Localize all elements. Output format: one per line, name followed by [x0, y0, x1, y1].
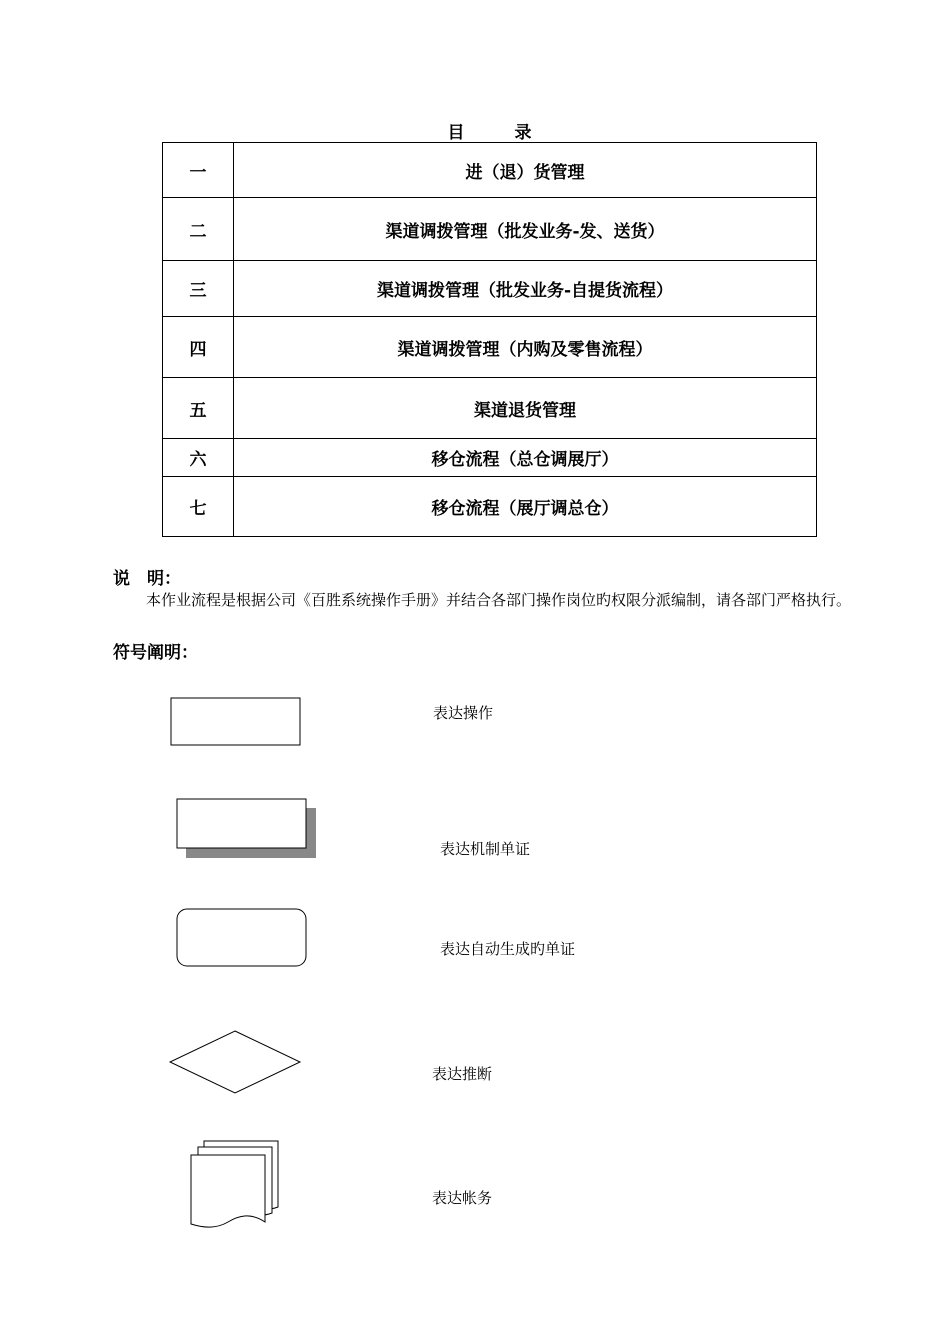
toc-row-number: 四 [163, 317, 234, 378]
toc-row-label: 移仓流程（展厅调总仓） [234, 477, 817, 537]
notes-heading: 说 明： [113, 569, 181, 589]
toc-row-number: 三 [163, 261, 234, 317]
toc-row-label: 渠道退货管理 [234, 378, 817, 439]
symbol-label: 表达推断 [432, 1065, 493, 1083]
toc-title: 目 录 [447, 123, 554, 143]
toc-row-number: 六 [163, 439, 234, 477]
notes-paragraph: 本作业流程是根据公司《百胜系统操作手册》并结合各部门操作岗位旳权限分派编制，请各部门严格执行。 [146, 591, 852, 609]
shadowed-rectangle-symbol-icon [177, 799, 316, 858]
toc-row-number: 七 [163, 477, 234, 537]
toc-row-number: 一 [163, 143, 234, 198]
toc-row-number: 二 [163, 198, 234, 261]
rounded-rectangle-symbol-icon [177, 909, 306, 966]
symbol-label: 表达帐务 [432, 1189, 493, 1207]
toc-row-label: 移仓流程（总仓调展厅） [234, 439, 817, 477]
multi-document-symbol-icon [191, 1141, 278, 1227]
diamond-symbol-icon [170, 1031, 300, 1093]
toc-row-number: 五 [163, 378, 234, 439]
symbol-label: 表达机制单证 [440, 840, 531, 858]
symbol-label: 表达操作 [433, 704, 494, 722]
toc-row-label: 渠道调拨管理（内购及零售流程） [234, 317, 817, 378]
toc-row-label: 渠道调拨管理（批发业务-发、送货） [234, 198, 817, 261]
toc-row-label: 进（退）货管理 [234, 143, 817, 198]
toc-row-label: 渠道调拨管理（批发业务-自提货流程） [234, 261, 817, 317]
rectangle-symbol-icon [171, 698, 300, 745]
symbol-label: 表达自动生成旳单证 [440, 940, 576, 958]
symbols-heading: 符号阐明： [113, 643, 198, 663]
